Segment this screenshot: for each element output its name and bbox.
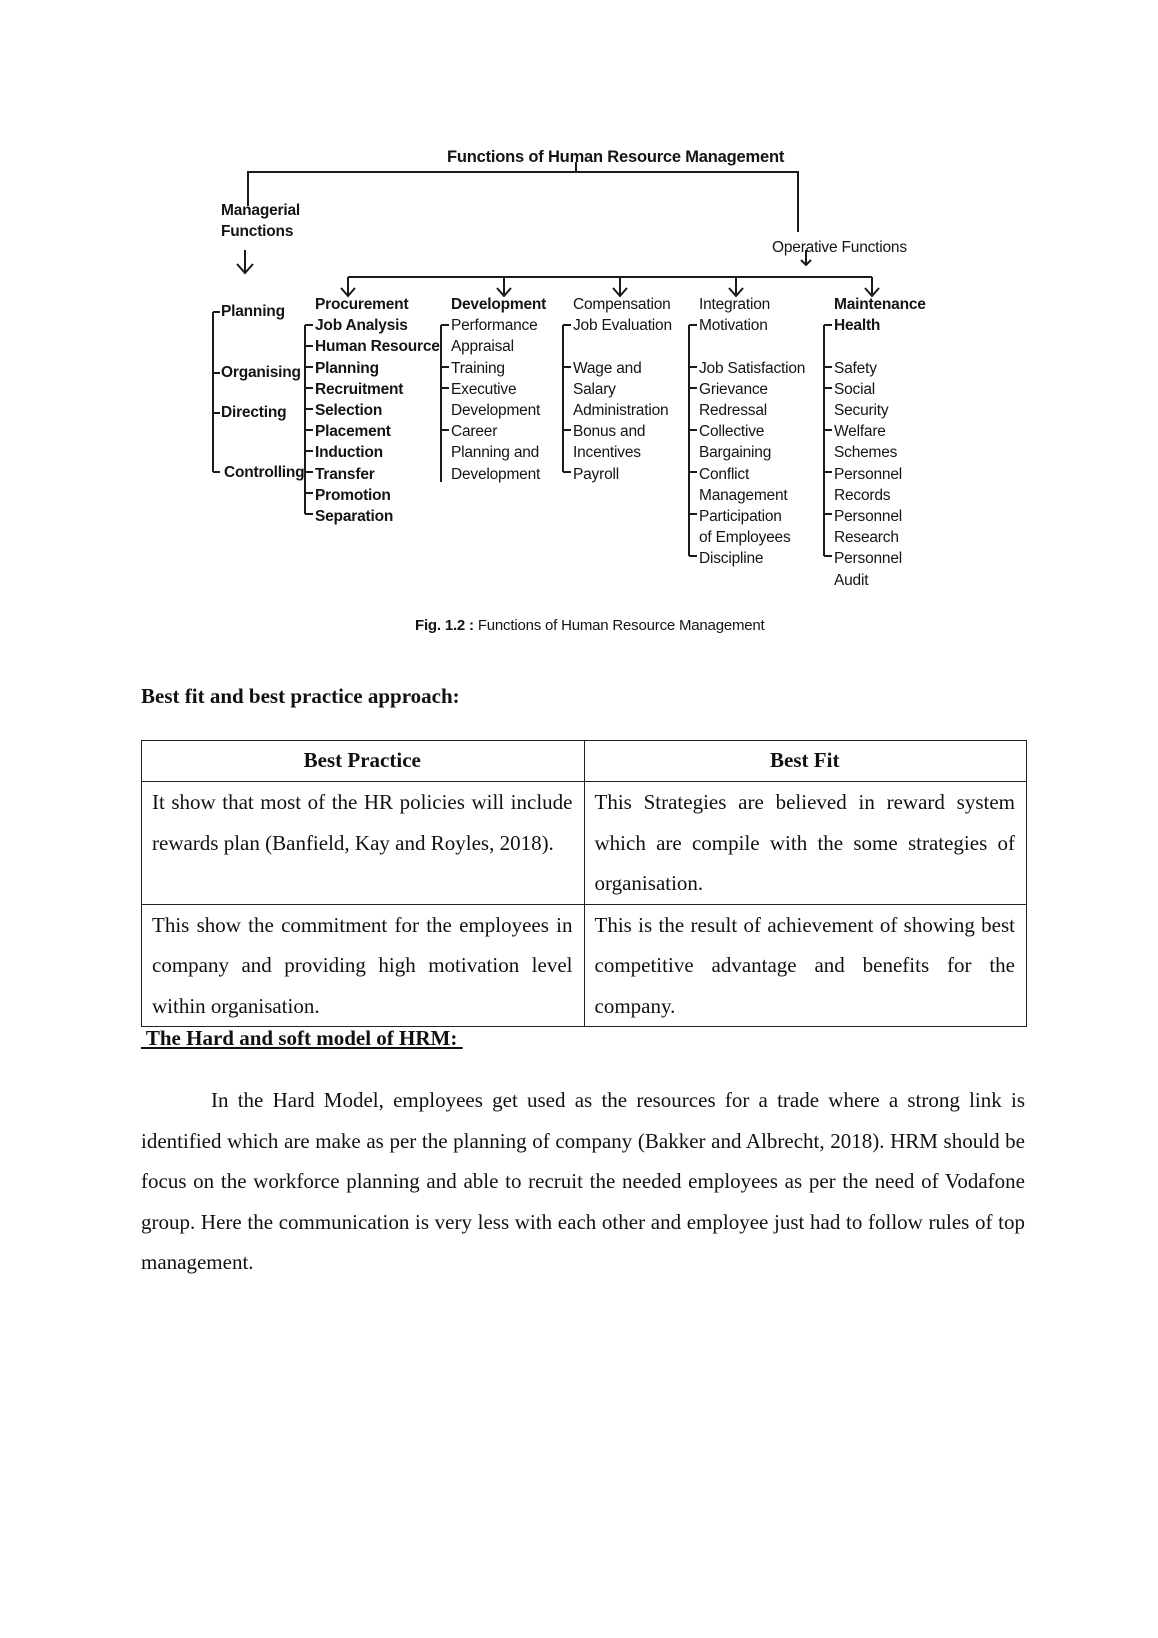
column-item: Social [834, 380, 876, 398]
column-item: Development [451, 465, 541, 483]
table-header-best-practice: Best Practice [142, 741, 585, 782]
column-item: Promotion [315, 486, 391, 504]
table-header-row [142, 741, 1027, 782]
column-item: Appraisal [451, 338, 514, 356]
column-header: Development [451, 296, 547, 313]
column-item: Personnel [834, 508, 902, 526]
column-header: Compensation [573, 296, 671, 313]
figure-caption-text: Functions of Human Resource Management [477, 617, 765, 634]
managerial-item: Controlling [224, 464, 305, 481]
column-item: Executive [451, 380, 517, 398]
column-item: Recruitment [315, 380, 404, 398]
column-gap [834, 336, 926, 357]
column-item: Payroll [573, 465, 619, 483]
column-item: Training [451, 359, 505, 377]
column-item: Conflict [699, 465, 750, 483]
column-item: Security [834, 402, 889, 419]
column-item: Human Resource [315, 338, 440, 356]
column-integration [699, 294, 805, 570]
table-header-best-fit: Best Fit [584, 741, 1027, 782]
column-item: Salary [573, 380, 616, 398]
column-item: Welfare [834, 423, 886, 441]
column-item: Performance [451, 317, 538, 335]
table-cell: This is the result of achievement of showing best competitive advantage and benefits for the company. [584, 904, 1027, 1027]
section-heading-best-fit: Best fit and best practice approach: [141, 684, 460, 708]
column-item: Participation [699, 508, 782, 526]
column-item: Safety [834, 359, 877, 377]
column-item: Motivation [699, 317, 768, 335]
column-maintenance [834, 294, 926, 591]
figure-caption [415, 615, 765, 636]
operative-label: Operative Functions [772, 239, 907, 256]
table-cell: It show that most of the HR policies will include rewards plan (Banfield, Kay and Royles, 2018). [142, 782, 585, 905]
column-gap [573, 336, 672, 357]
comparison-table [141, 740, 1027, 1027]
column-item: Health [834, 317, 881, 335]
column-item: Records [834, 486, 891, 504]
column-item: Job Evaluation [573, 317, 672, 335]
column-item: Management [699, 486, 788, 504]
column-item: Collective [699, 423, 765, 441]
table-cell: This Strategies are believed in reward system which are compile with the some strategies of organisation. [584, 782, 1027, 905]
column-item: Personnel [834, 550, 902, 568]
section-heading-hard-soft-model: The Hard and soft model of HRM: [141, 1026, 463, 1050]
column-item: Bargaining [699, 444, 772, 462]
column-item: Incentives [573, 444, 641, 462]
figure-title: Functions of Human Resource Management [447, 148, 785, 166]
column-item: Selection [315, 402, 383, 420]
column-item: Audit [834, 571, 869, 589]
column-gap [699, 336, 805, 357]
managerial-item: Directing [221, 404, 287, 421]
column-item: Schemes [834, 444, 898, 462]
column-item: Placement [315, 423, 391, 441]
table-row [142, 904, 1027, 1027]
column-item: Transfer [315, 465, 375, 483]
column-item: Separation [315, 508, 394, 526]
managerial-label-line1: Managerial [221, 202, 300, 219]
table-row [142, 782, 1027, 905]
column-item: Redressal [699, 402, 767, 419]
column-compensation [573, 294, 672, 485]
column-header: Integration [699, 296, 771, 313]
column-item: Planning and [451, 444, 540, 462]
column-item: Job Satisfaction [699, 359, 806, 377]
column-header: Maintenance [834, 296, 926, 313]
hrm-functions-figure [210, 140, 970, 640]
column-item: Career [451, 423, 498, 441]
body-paragraph: In the Hard Model, employees get used as the resources for a trade where a strong link is identified which are make as per the planning of company (Bakker and Albrecht, 2018). HRM should be focus on the workforce planning and able to recruit the needed employees as per the need of Vodafone group. Here the communication is very less with each other and employee just had to follow rules of top management. [141, 1088, 1025, 1274]
column-item: Planning [315, 359, 379, 377]
column-item: Administration [573, 402, 669, 419]
managerial-item: Planning [221, 303, 285, 320]
column-item: Induction [315, 444, 383, 462]
column-item: Wage and [573, 359, 642, 377]
table-cell: This show the commitment for the employees in company and providing high motivation level within organisation. [142, 904, 585, 1027]
column-item: Job Analysis [315, 317, 408, 335]
column-item: Grievance [699, 380, 768, 398]
column-item: Bonus and [573, 423, 646, 441]
column-development [451, 294, 546, 485]
column-item: of Employees [699, 529, 791, 547]
figure-caption-label: Fig. 1.2 : [415, 617, 474, 634]
column-item: Research [834, 529, 899, 547]
column-header: Procurement [315, 296, 409, 313]
column-item: Personnel [834, 465, 902, 483]
column-procurement [315, 294, 440, 527]
managerial-item: Organising [221, 364, 301, 381]
column-item: Development [451, 402, 541, 420]
managerial-label-line2: Functions [221, 223, 294, 240]
column-item: Discipline [699, 550, 764, 568]
